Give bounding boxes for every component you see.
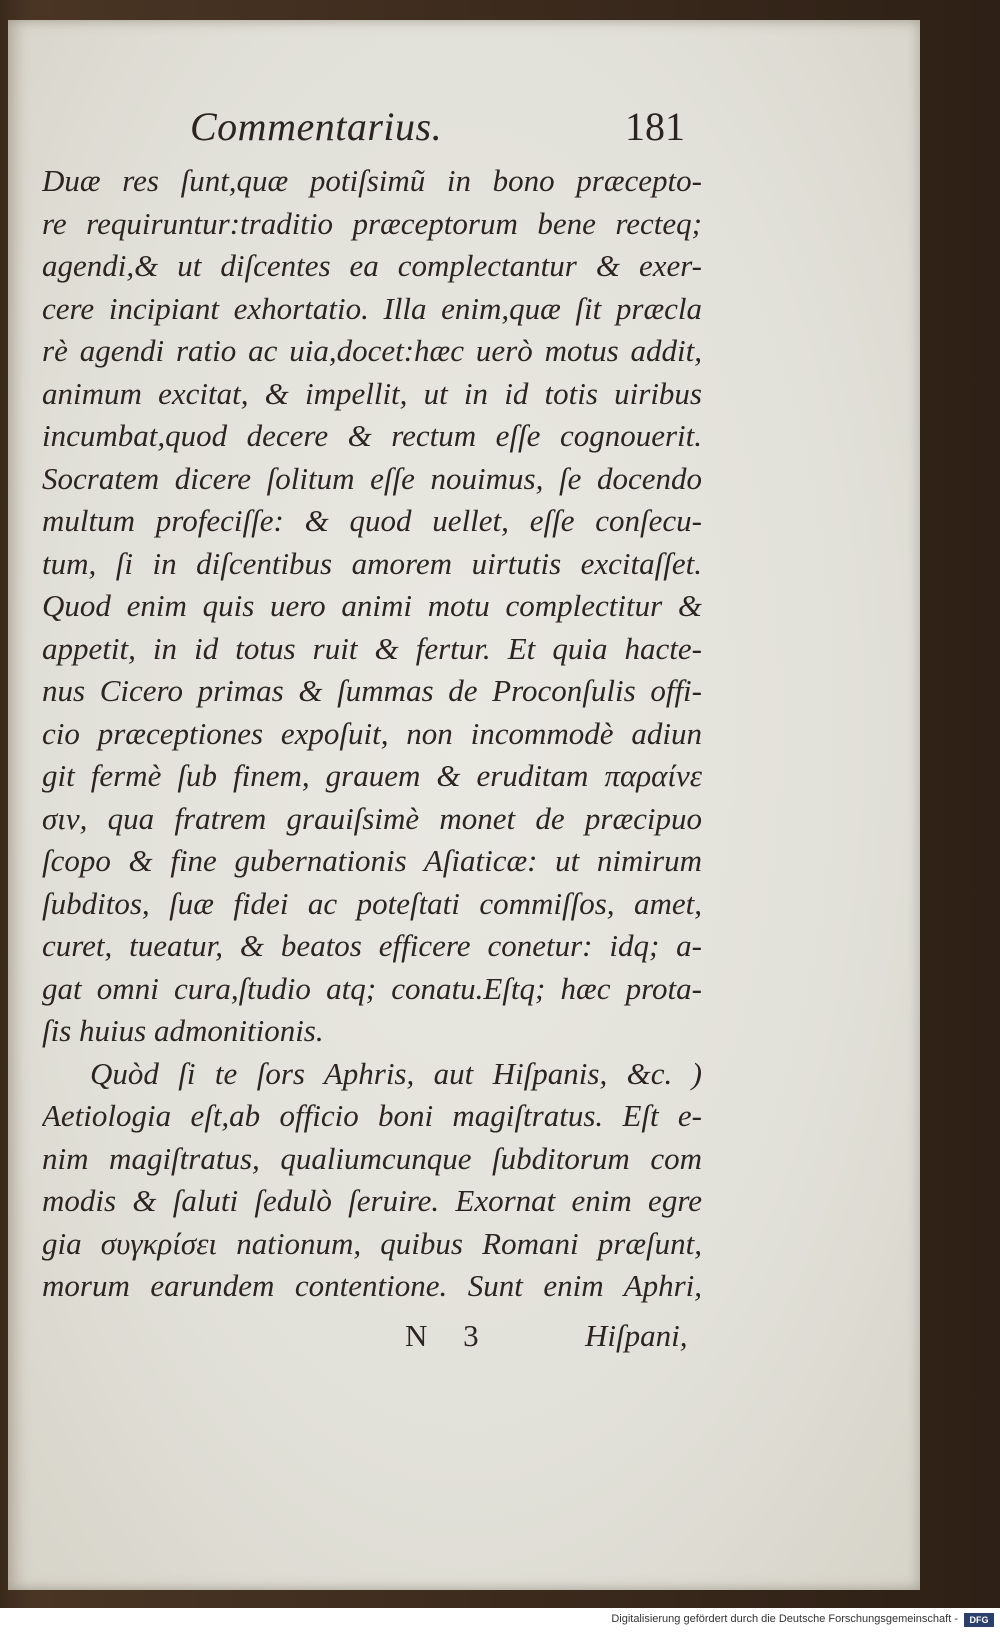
catchword: Hiſpani, [585,1318,688,1353]
text-line: incumbat,quod decere & rectum eſſe cognouerit. [42,418,702,453]
page-number: 181 [625,104,685,149]
running-head [0,103,1000,153]
running-head-title: Commentarius. [190,104,443,149]
text-line: animum excitat, & impellit, ut in id totis uiribus [42,375,702,411]
text-line: Socratem dicere ſolitum eſſe nouimus, ſe docendo [42,460,702,496]
text-line: multum profeciſſe: & quod uellet, eſſe conſecu- [42,503,702,538]
text-line: ſis huius admonitionis. [42,1013,324,1048]
text-line: rè agendi ratio ac uia,docet:hæc uerò motus addit, [42,333,702,368]
text-line: σιν, qua fratrem grauiſsimè monet de præcipuo [42,800,702,836]
text-line: modis & ſaluti ſedulò ſeruire. Exornat enim egre [42,1183,702,1218]
text-line: nus Cicero primas & ſummas de Proconſulis offi- [42,673,702,708]
text-line: Quòd ſi te ſors Aphris, aut Hiſpanis, &c. ) [90,1055,702,1091]
text-line: cere incipiant exhortatio. Illa enim,quæ ſit præcla [42,290,702,326]
text-line: Duæ res ſunt,quæ potiſsimũ in bono præcepto- [42,163,702,198]
text-line: Quod enim quis uero animi motu complectitur & [42,588,702,623]
text-line: curet, tueatur, & beatos efficere conetur: idq; a- [42,928,702,963]
text-line: cio præceptiones expoſuit, non incommodè adiun [42,715,702,751]
text-line: ſubditos, ſuæ fidei ac poteſtati commiſſos, amet, [42,885,702,921]
signature-mark: N 3 [405,1318,493,1353]
body-text [42,160,702,1308]
digitization-footer [0,1608,1000,1632]
signature-line [0,1318,1000,1358]
text-line: gia συγκρίσει nationum, quibus Romani præſunt, [42,1225,702,1261]
text-line: re requiruntur:traditio præceptorum bene recteq; [42,205,702,241]
text-line: git fermè ſub finem, grauem & eruditam παραίνε [42,758,702,793]
footer-credit: Digitalisierung gefördert durch die Deutsche Forschungsgemeinschaft - [611,1613,958,1625]
text-line: gat omni cura,ſtudio atq; conatu.Eſtq; hæc prota- [42,970,702,1006]
text-line: morum earundem contentione. Sunt enim Aphri, [42,1268,702,1303]
text-line: ſcopo & fine gubernationis Aſiaticæ: ut nimirum [42,843,702,878]
text-line: agendi,& ut diſcentes ea complectantur & exer- [42,248,702,283]
text-line: appetit, in id totus ruit & fertur. Et quia hacte- [42,630,702,666]
text-line: Aetiologia eſt,ab officio boni magiſtratus. Eſt e- [42,1098,702,1133]
text-line: nim magiſtratus, qualiumcunque ſubditorum com [42,1140,702,1176]
dfg-logo: DFG [964,1613,994,1627]
text-line: tum, ſi in diſcentibus amorem uirtutis excitaſſet. [42,545,702,581]
